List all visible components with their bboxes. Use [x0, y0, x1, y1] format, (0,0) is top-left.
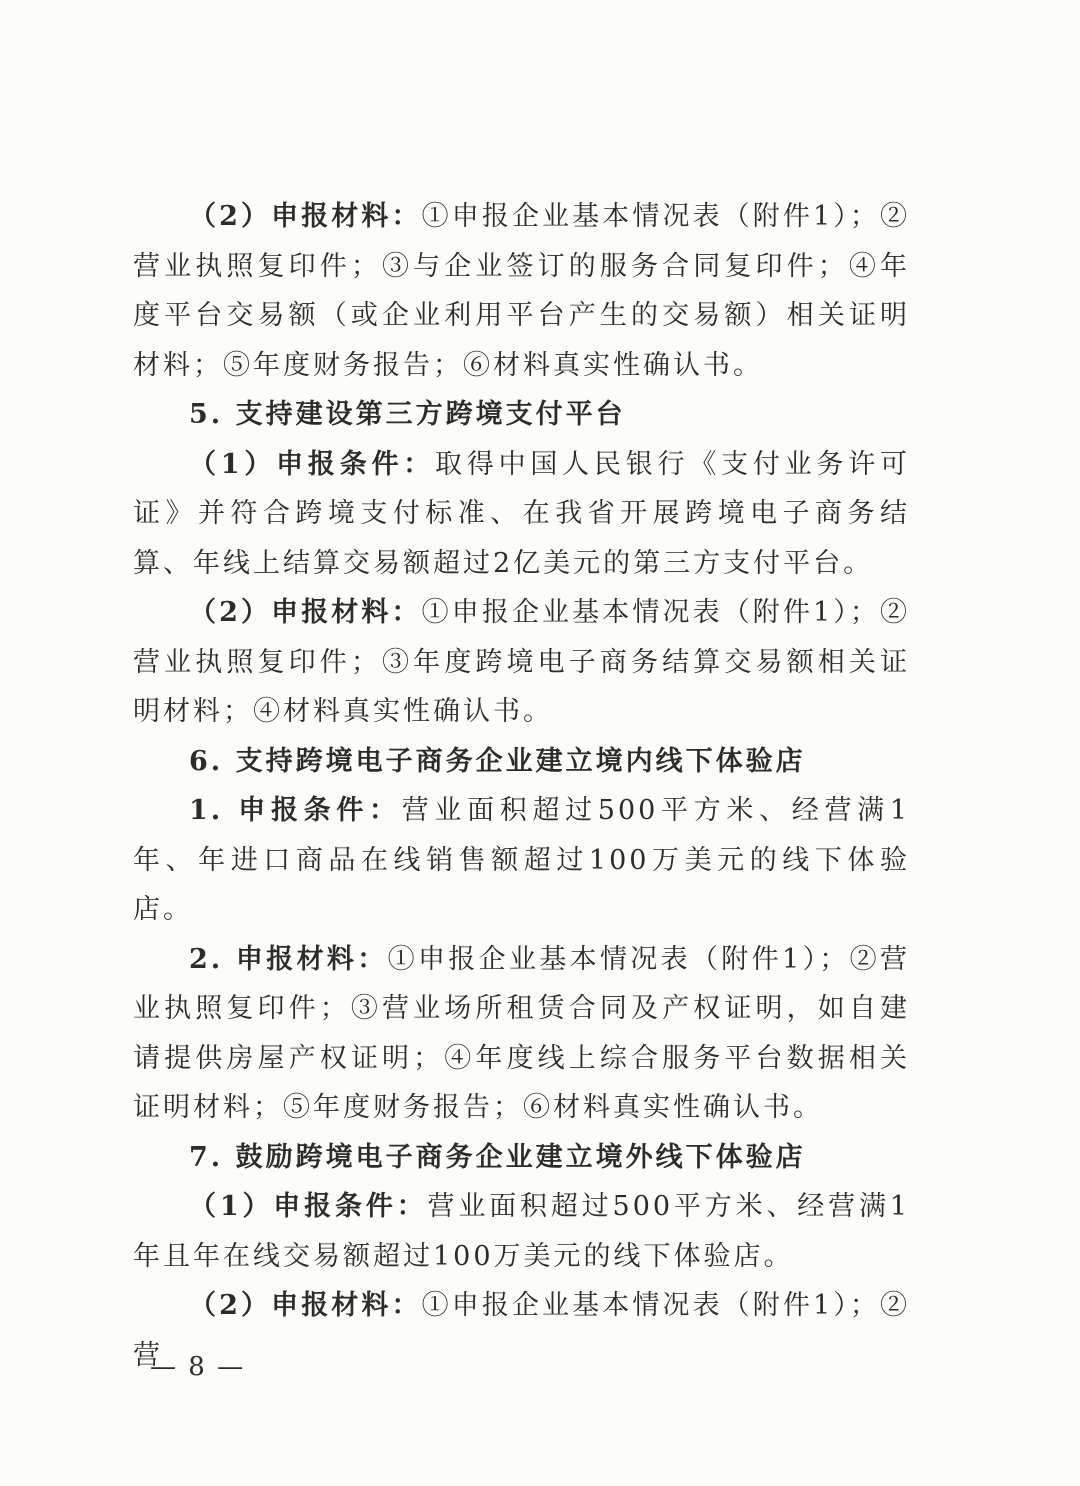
paragraph-lead: 1. 申报条件：: [189, 795, 402, 826]
paragraph-conditions-7: [133, 1182, 910, 1281]
paragraph-lead: 2. 申报材料：: [189, 943, 388, 975]
section-heading-6: 6. 支持跨境电子商务企业建立境内线下体验店: [189, 745, 806, 777]
paragraph-text: ①申报企业基本情况表（附件1）；②营业执照复印件；③年度跨境电子商务结算交易额相关证明材料；④材料真实性确认书。: [133, 597, 910, 727]
paragraph-lead: （1）申报条件：: [189, 1191, 428, 1222]
paragraph-text: 取得中国人民银行《支付业务许可证》并符合跨境支付标准、在我省开展跨境电子商务结算、年线上结算交易额超过2亿美元的第三方支付平台。: [133, 448, 910, 579]
paragraph-materials-6: [133, 935, 910, 1133]
paragraph-lead: （2）申报材料：: [189, 201, 422, 232]
section-heading-5: 5. 支持建设第三方跨境支付平台: [189, 399, 626, 430]
paragraph-text: 营业面积超过500平方米、经营满1年且年在线交易额超过100万美元的线下体验店。: [133, 1191, 910, 1272]
paragraph-text: ①申报企业基本情况表（附件1）；②营业执照复印件；③营业场所租赁合同及产权证明，如自建请提供房屋产权证明；④年度线上综合服务平台数据相关证明材料；⑤年度财务报告；⑥材料真实性确认书。: [133, 943, 910, 1123]
paragraph-text: ①申报企业基本情况表（附件1）；②营: [133, 1290, 910, 1371]
paragraph-lead: （2）申报材料：: [189, 1290, 422, 1321]
paragraph-conditions-5: [133, 440, 910, 589]
page-number: — 8 —: [150, 1352, 246, 1382]
paragraph-text: 营业面积超过500平方米、经营满1年、年进口商品在线销售额超过100万美元的线下体验店。: [133, 795, 910, 925]
paragraph-materials-7: [133, 1281, 910, 1380]
paragraph-conditions-6: [133, 786, 910, 935]
paragraph-lead: （2）申报材料：: [189, 597, 422, 628]
section-heading-7: 7. 鼓励跨境电子商务企业建立境外线下体验店: [189, 1141, 806, 1173]
paragraph-materials-4: [133, 192, 910, 390]
body-text: [133, 192, 910, 1380]
paragraph-materials-5: [133, 588, 910, 737]
paragraph-lead: （1）申报条件：: [189, 448, 436, 480]
paragraph-text: ①申报企业基本情况表（附件1）；②营业执照复印件；③与企业签订的服务合同复印件；④年度平台交易额（或企业利用平台产生的交易额）相关证明材料；⑤年度财务报告；⑥材料真实性确认书。: [133, 201, 910, 381]
